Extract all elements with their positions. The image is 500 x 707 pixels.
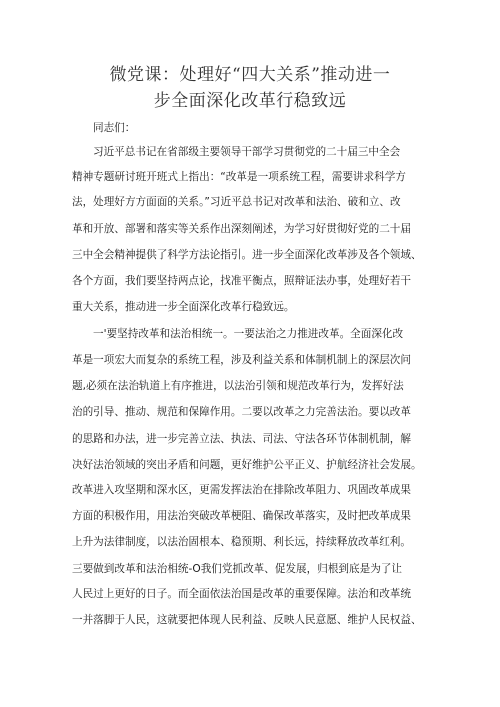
body-line: 改革进入攻坚期和深水区，更需发挥法治在排除改革阻力、巩固改革成果	[72, 484, 411, 496]
body-line: 人民过上更好的日子。而全面依法治国是改革的重要保障。法治和改革统	[72, 588, 411, 600]
body-line: 一并落脚于人民，这就要把体现人民利益、反映人民意愿、维护人民权益、	[72, 614, 422, 626]
body-line: 重大关系，推动进一步全面深化改革行稳致远。	[72, 301, 295, 313]
document-title-line-1: 微党课：处理好“四大关系”推动进一	[109, 65, 391, 85]
body-line: 的思路和办法，进一步完善立法、执法、司法、守法各环节体制机制，解	[72, 433, 411, 445]
body-line: 各个方面，我们要坚持两点论，找准平衡点，照辩证法办事，处理好若干	[72, 275, 411, 287]
body-line: 法，处理好方方面面的关系。”习近平总书记对改革和法治、破和立、改	[72, 196, 401, 208]
body-line: 决好法治领域的突出矛盾和问题，更好维护公平正义、护航经济社会发展。	[72, 459, 422, 471]
body-line: 三中全会精神提供了科学方法论指引。进一步全面深化改革涉及各个领域、	[72, 249, 422, 261]
salutation: 同志们：	[93, 122, 136, 134]
body-line: 革和开放、部署和落实等关系作出深刻阐述，为学习好贯彻好党的二十届	[72, 223, 411, 235]
body-line: 方面的积极作用，用法治突破改革梗阻、确保改革落实，及时把改革成果	[72, 510, 411, 522]
document-title-line-2: 步全面深化改革行稳致远	[153, 91, 347, 111]
body-line: 革是一项宏大而复杂的系统工程，涉及利益关系和体制机制上的深层次问	[72, 354, 411, 366]
body-line: 题,必须在法治轨道上有序推进，以法治引领和规范改革行为，发挥好法	[72, 380, 404, 392]
body-line: 治的引导、推动、规范和保障作用。二要以改革之力完善法治。要以改革	[72, 406, 411, 418]
body-line: 精神专题研讨班开班式上指出：“改革是一项系统工程，需要讲求科学方	[72, 171, 406, 183]
body-line: 一'要坚持改革和法治相统一。一要法治之力推进改革。全面深化改	[93, 328, 404, 340]
body-line: 上升为法律制度，以法治固根本、稳预期、利长远，持续释放改革红利。	[72, 536, 411, 548]
body-line: 三要做到改革和法治相统-O我们党抓改革、促发展，归根到底是为了让	[72, 563, 402, 575]
body-line: 习近平总书记在省部级主要领导干部学习贯彻党的二十届三中全会	[93, 146, 401, 158]
